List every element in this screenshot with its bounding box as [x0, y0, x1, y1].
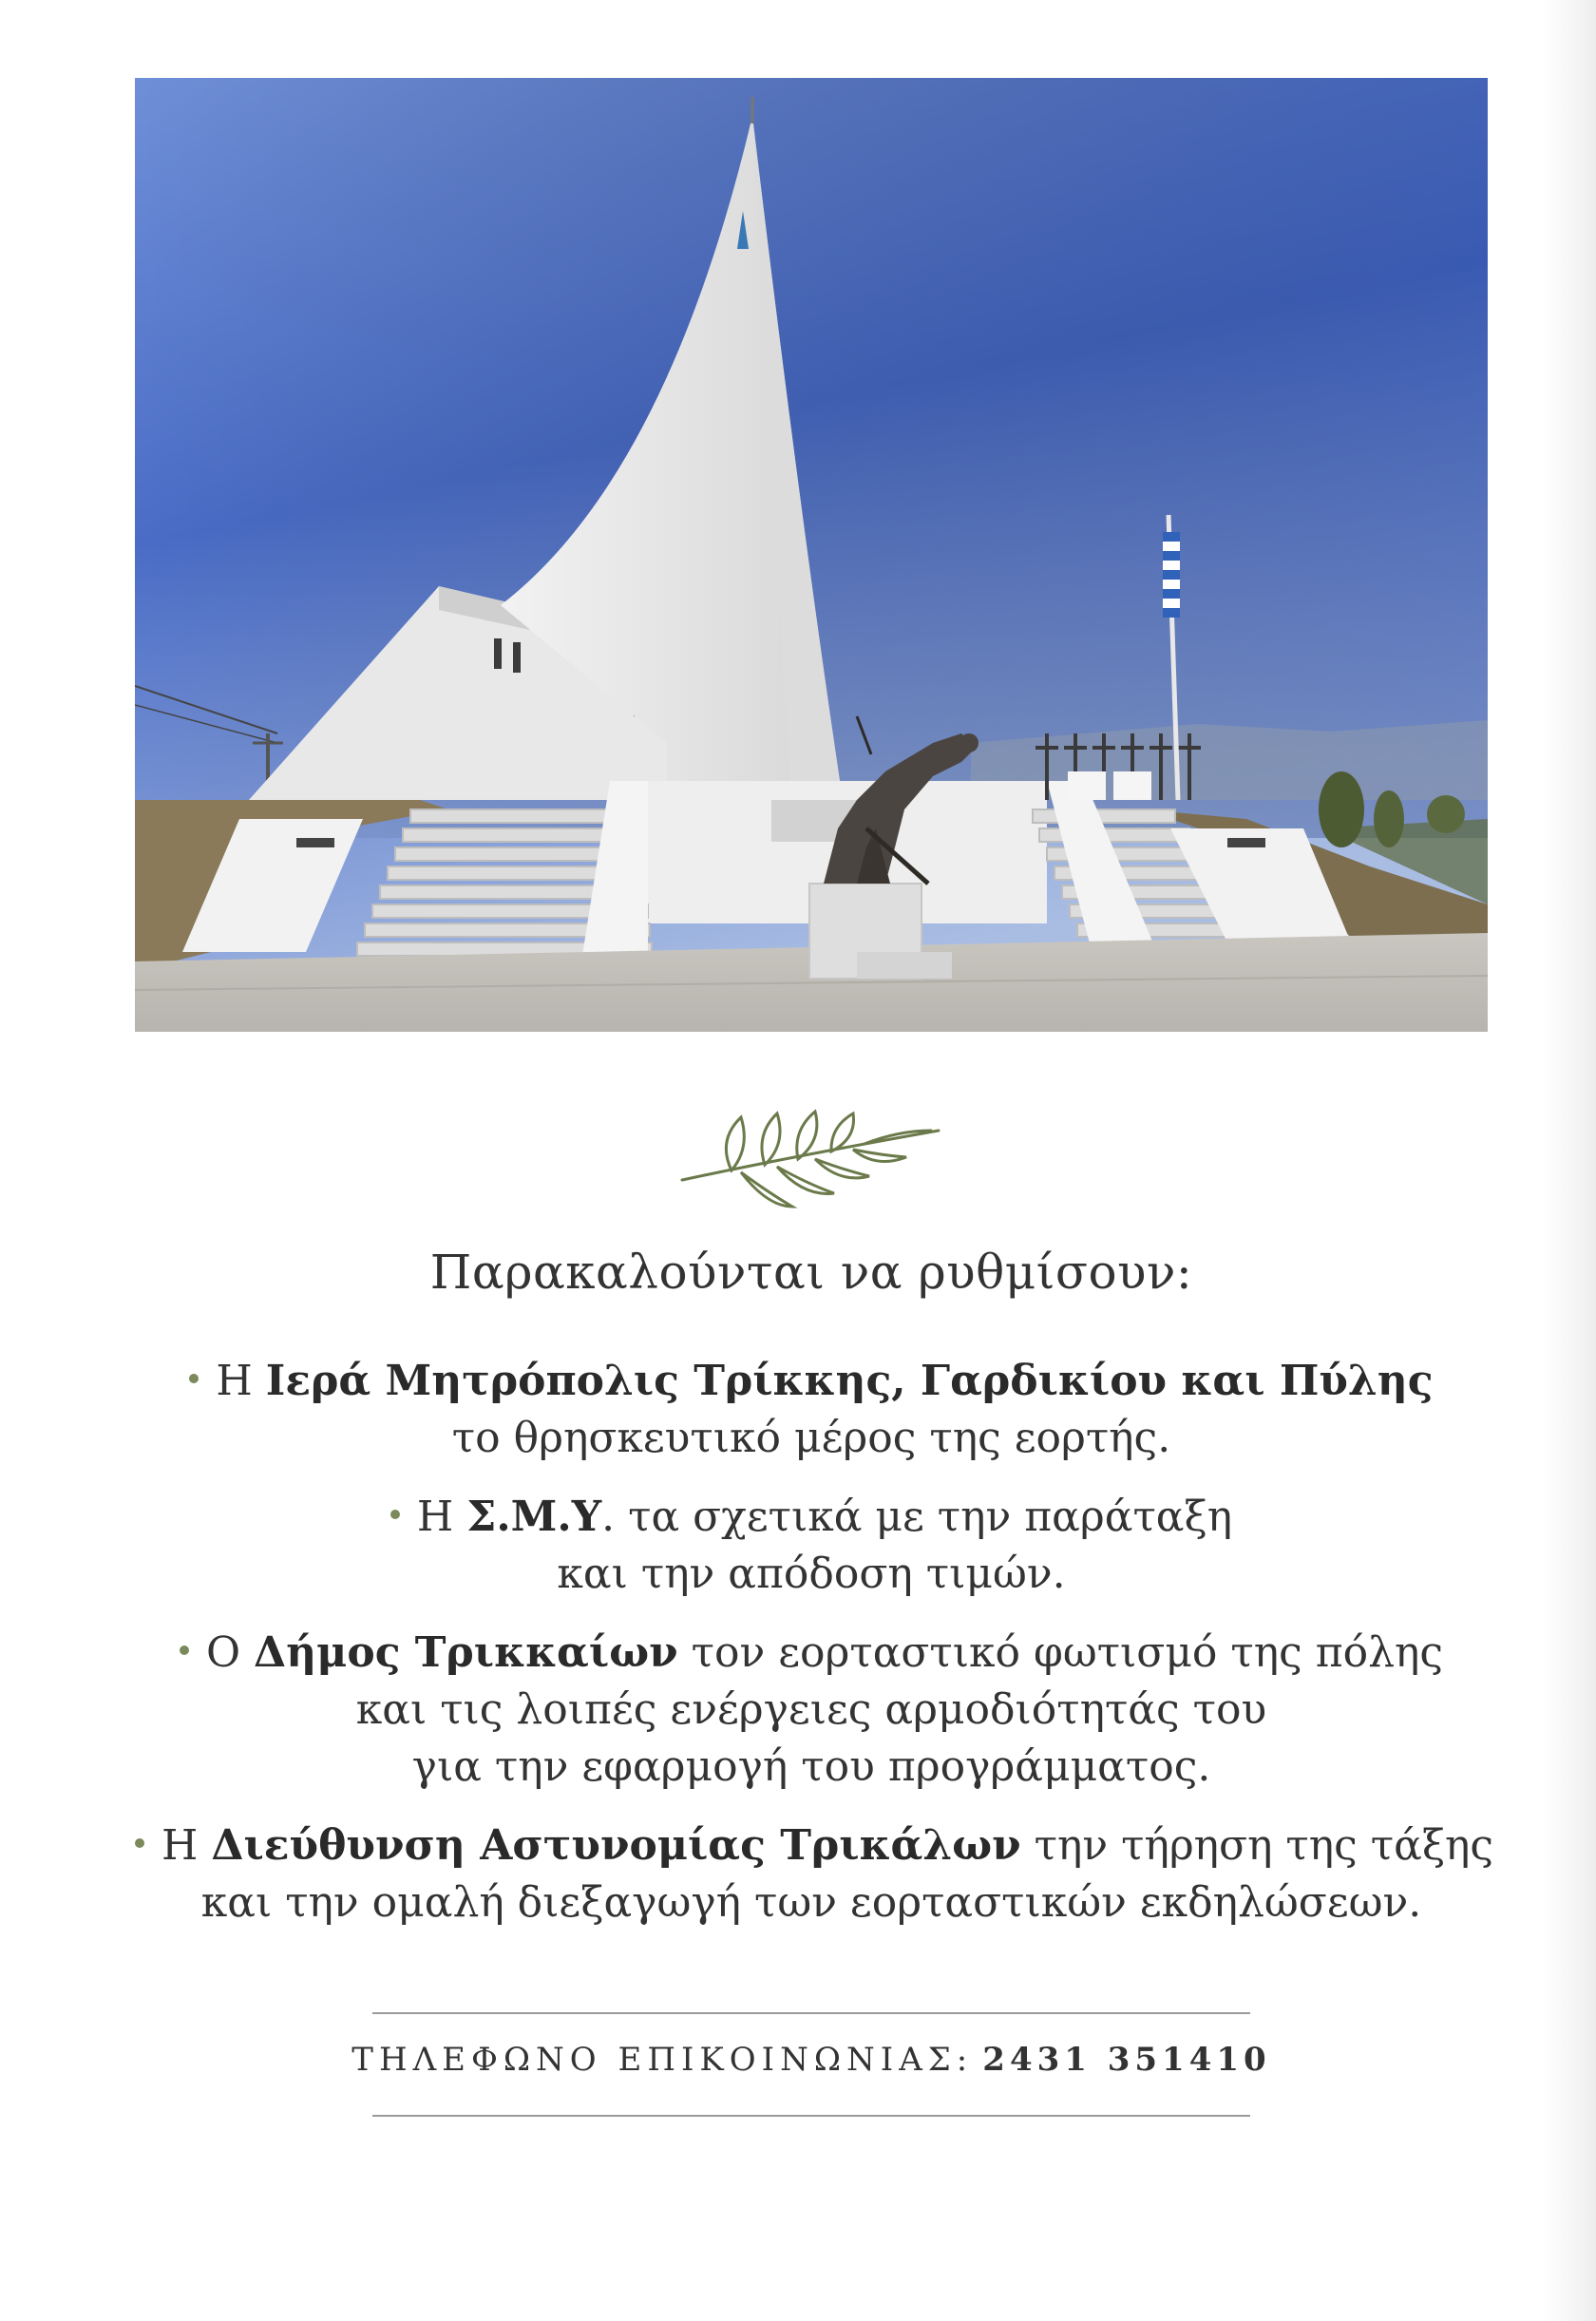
monument-photo: [135, 78, 1488, 1032]
item-organization: Σ.Μ.Υ: [466, 1493, 602, 1541]
item-prefix: Η: [162, 1821, 212, 1870]
item-organization: Διεύθυνση Αστυνομίας Τρικάλων: [211, 1821, 1021, 1870]
contact-label: ΤΗΛΕΦΩΝΟ ΕΠΙΚΟΙΝΩΝΙΑΣ:: [352, 2041, 974, 2079]
olive-branch-icon: [674, 1102, 950, 1216]
list-item: [135, 1489, 1488, 1603]
item-prefix: Ο: [205, 1628, 255, 1677]
list-item: [135, 1353, 1488, 1467]
divider-top: [372, 2012, 1250, 2014]
item-continuation: και την ομαλή διεξαγωγή των εορταστικών εκδηλώσεων.: [200, 1878, 1422, 1927]
item-continuation: και τις λοιπές ενέργειες αρμοδιότητάς του: [355, 1685, 1267, 1734]
item-text: τον εορταστικό φωτισμό της πόλης: [677, 1628, 1444, 1677]
item-continuation: και την απόδοση τιμών.: [557, 1550, 1066, 1598]
list-item: [135, 1625, 1488, 1796]
item-prefix: Η: [416, 1493, 467, 1541]
divider-bottom: [372, 2115, 1250, 2117]
item-text: την τήρηση της τάξης: [1020, 1821, 1494, 1870]
bullet-icon: [390, 1510, 400, 1519]
page-edge-shadow: [1541, 0, 1596, 2321]
item-text: . τα σχετικά με την παράταξη: [601, 1493, 1233, 1541]
item-organization: Ιερά Μητρόπολις Τρίκκης, Γαρδικίου και Πύλης: [265, 1357, 1434, 1405]
item-continuation: για την εφαρμογή του προγράμματος.: [411, 1742, 1211, 1791]
item-first-line: [135, 1625, 1488, 1682]
contact-line: [135, 2041, 1488, 2079]
item-first-line: [135, 1817, 1494, 1874]
responsibilities-list: [135, 1353, 1494, 1953]
item-first-line: [135, 1353, 1488, 1410]
bullet-icon: [180, 1646, 189, 1655]
phone-number[interactable]: 2431 351410: [982, 2041, 1271, 2079]
bullet-icon: [189, 1374, 199, 1383]
item-organization: Δήμος Τρικκαίων: [254, 1628, 678, 1677]
item-first-line: [135, 1489, 1488, 1546]
item-continuation: το θρησκευτικό μέρος της εορτής.: [451, 1414, 1171, 1462]
bullet-icon: [135, 1838, 144, 1848]
list-item: [135, 1817, 1494, 1931]
intro-heading: Παρακαλούνται να ρυθμίσουν:: [429, 1245, 1193, 1300]
item-prefix: Η: [216, 1357, 266, 1405]
